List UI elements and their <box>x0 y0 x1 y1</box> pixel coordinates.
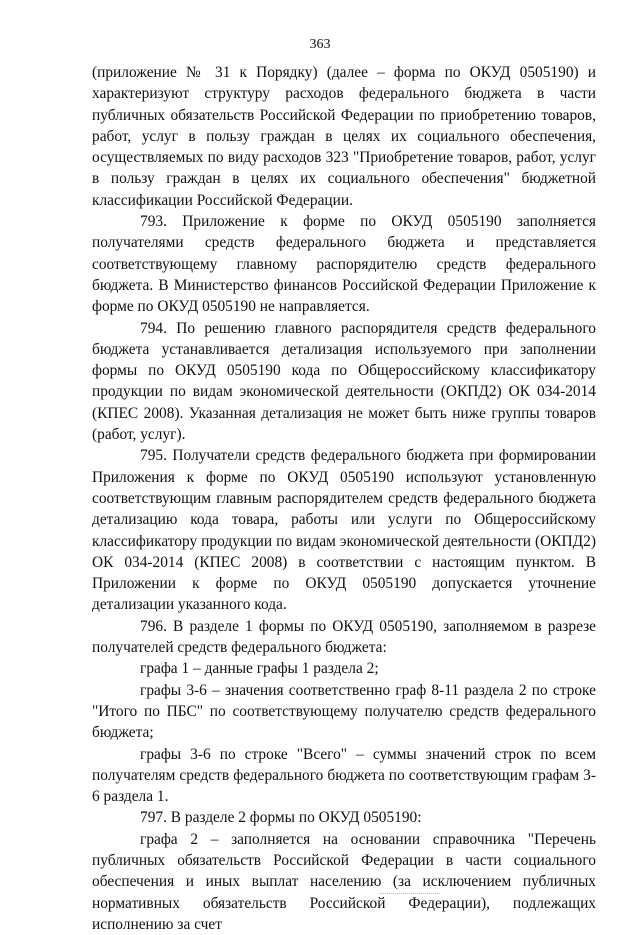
scan-artifact <box>380 893 440 895</box>
document-body <box>92 62 596 935</box>
paragraph-794: 794. По решению главного распорядителя средств федерального бюджета устанавливается детализация используемого при заполнении формы по ОКУД 0505190 кода по Общероссийскому классификатору продукции по видам экономической деятельности (ОКПД2) ОК 034-2014 (КПЕС 2008). Указанная детализация не может быть ниже группы товаров (работ, услуг). <box>92 319 596 444</box>
paragraph-796-columns-3-6: графы 3-6 – значения соответственно граф 8-11 раздела 2 по строке "Итого по ПБС" по соответствующему получателю средств федерального бюджета; <box>92 681 596 742</box>
paragraph-continuation: (приложение № 31 к Порядку) (далее – форма по ОКУД 0505190) и характеризуют структуру расходов федерального бюджета в части публичных обязательств Российской Федерации по приобретению товаров, работ, услуг в пользу граждан в целях их социального обеспечения, осуществляемых по виду расходов 323 "Приобретение товаров, работ, услуг в пользу граждан в целях их социального обеспечения" бюджетной классификации Российской Федерации. <box>92 64 596 209</box>
paragraph-796: 796. В разделе 1 формы по ОКУД 0505190, заполняемом в разрезе получателей средств федерального бюджета: <box>92 617 596 657</box>
paragraph-797-column-2: графа 2 – заполняется на основании справочника "Перечень публичных обязательств Российской Федерации в части социального обеспечения и иных выплат населению (за исключением публичных нормативных обязательств Российской Федерации), подлежащих исполнению за счет <box>92 830 596 933</box>
page-number: 363 <box>309 37 331 52</box>
paragraph-796-columns-3-6-total: графы 3-6 по строке "Всего" – суммы значений строк по всем получателям средств федерального бюджета по соответствующим графам 3-6 раздела 1. <box>92 745 596 806</box>
paragraph-795: 795. Получатели средств федерального бюджета при формировании Приложения к форме по ОКУД 0505190 используют установленную соответствующим главным распорядителем средств федерального бюджета детализацию кода товара, работы или услуги по Общероссийскому классификатору продукции по видам экономической деятельности (ОКПД2) ОК 034-2014 (КПЕС 2008) в соответствии с настоящим пунктом. В Приложении к форме по ОКУД 0505190 допускается уточнение детализации указанного кода. <box>92 447 596 614</box>
paragraph-796-column-1: графа 1 – данные графы 1 раздела 2; <box>140 660 379 678</box>
paragraph-797: 797. В разделе 2 формы по ОКУД 0505190: <box>140 809 422 827</box>
paragraph-793: 793. Приложение к форме по ОКУД 0505190 заполняется получателями средств федерального бюджета и представляется соответствующему главному распорядителю средств федерального бюджета. В Министерство финансов Российской Федерации Приложение к форме по ОКУД 0505190 не направляется. <box>92 213 596 316</box>
